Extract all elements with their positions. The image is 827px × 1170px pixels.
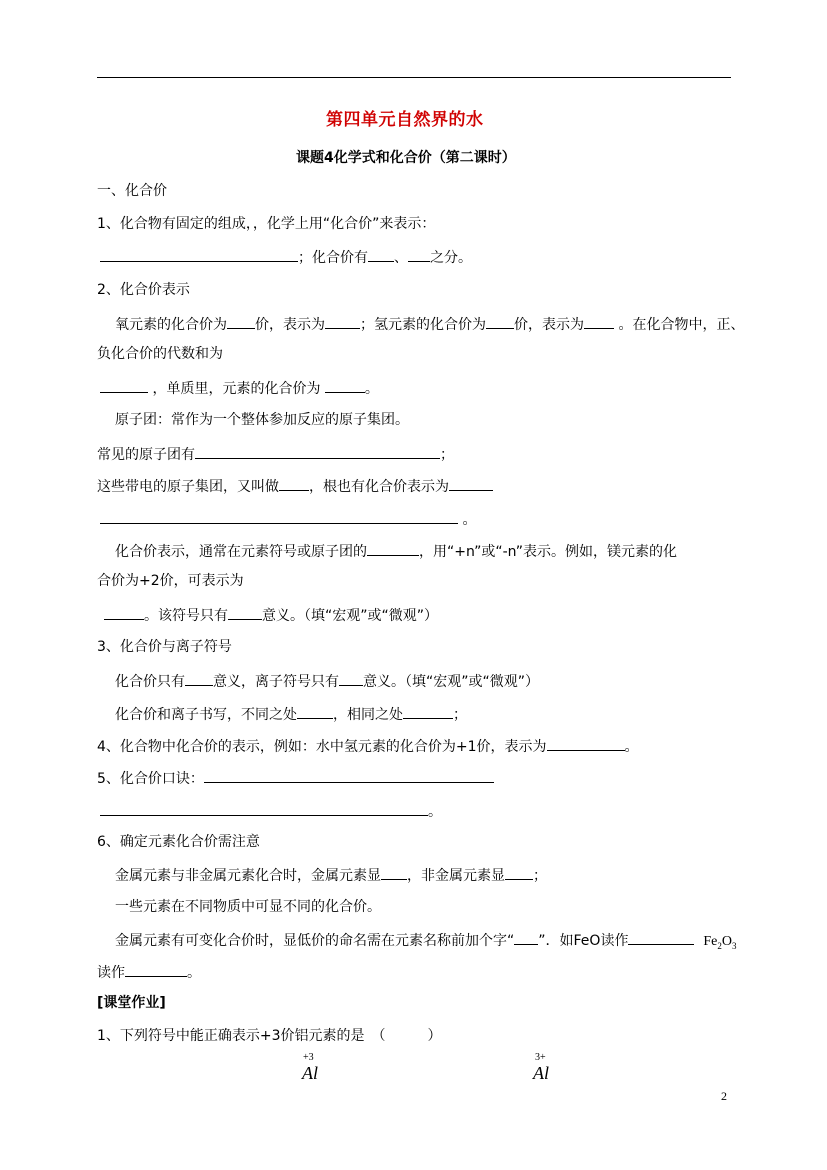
paragraph: 化合价和离子书写，不同之处 ，相同之处 ；: [115, 703, 467, 725]
option-al-symbol: Al: [302, 1063, 318, 1083]
option-charge-sup: +3: [303, 1052, 314, 1063]
blank[interactable]: [584, 313, 614, 329]
blank[interactable]: [100, 508, 458, 524]
blank[interactable]: [449, 475, 493, 491]
paragraph: 。该符号只有 意义。（填“宏观”或“微观”）: [104, 604, 438, 626]
paragraph: 4、化合物中化合价的表示，例如：水中氢元素的化合价为+1价，表示为 。: [97, 735, 639, 757]
page-number: 2: [721, 1089, 727, 1103]
blank[interactable]: [204, 767, 494, 783]
paragraph: 负化合价的代数和为: [97, 346, 223, 362]
blank[interactable]: [628, 929, 694, 945]
blank[interactable]: [408, 246, 430, 262]
paragraph: 。: [100, 508, 476, 530]
page-title: 第四单元自然界的水: [326, 110, 484, 130]
blank[interactable]: [547, 735, 625, 751]
section-heading: 3、化合价与离子符号: [97, 639, 232, 655]
section-heading: 6、确定元素化合价需注意: [97, 834, 260, 850]
question-text: 1、化合物有固定的组成，，化学上用“化合价”来表示：: [97, 216, 436, 232]
blank[interactable]: [185, 670, 213, 686]
paragraph: 原子团：常作为一个整体参加反应的原子集团。: [115, 412, 409, 428]
option-al-symbol: Al: [533, 1063, 549, 1083]
blank[interactable]: [486, 313, 514, 329]
paragraph: 这些带电的原子集团，又叫做 ，根也有化合价表示为: [97, 475, 493, 497]
paragraph: 合价为+2价，可表示为: [97, 573, 244, 589]
blank[interactable]: [367, 540, 419, 556]
blank[interactable]: [339, 670, 363, 686]
section-heading: 2、化合价表示: [97, 282, 190, 298]
blank[interactable]: [403, 703, 453, 719]
blank[interactable]: [195, 443, 440, 459]
blank[interactable]: [228, 604, 262, 620]
blank[interactable]: [514, 929, 538, 945]
paragraph: 化合价表示，通常在元素符号或原子团的 ，用“+n”或“-n”表示。例如，镁元素的化: [115, 540, 677, 562]
paragraph: 5、化合价口诀：: [97, 767, 494, 789]
homework-heading: [课堂作业]: [97, 995, 166, 1011]
blank[interactable]: [368, 246, 394, 262]
blank[interactable]: [279, 475, 309, 491]
blank[interactable]: [100, 377, 148, 393]
paragraph: 化合价只有 意义，离子符号只有 意义。（填“宏观”或“微观”）: [115, 670, 539, 692]
blank[interactable]: [297, 703, 333, 719]
blank[interactable]: [325, 313, 360, 329]
paragraph: 。: [100, 800, 442, 822]
blank[interactable]: [381, 864, 407, 880]
section-heading: 一、化合价: [97, 183, 167, 199]
question-text: 1、下列符号中能正确表示+3价铝元素的是 （ ）: [97, 1028, 442, 1044]
paragraph: 金属元素有可变化合价时，显低价的命名需在元素名称前加个字“ ”．如FeO读作 $Fe_2O_3$: [115, 929, 736, 956]
blank[interactable]: [104, 604, 144, 620]
paragraph: 一些元素在不同物质中可显不同的化合价。: [115, 899, 381, 915]
option-charge-sup: 3+: [535, 1052, 546, 1063]
paragraph: 读作 。: [97, 961, 201, 983]
lesson-subtitle: 课题4化学式和化合价（第二课时）: [296, 150, 516, 166]
blank[interactable]: [505, 864, 533, 880]
blank[interactable]: [227, 313, 255, 329]
blank[interactable]: [325, 377, 365, 393]
header-rule: [97, 77, 731, 78]
blank[interactable]: [100, 246, 298, 262]
blank[interactable]: [100, 800, 428, 816]
blank[interactable]: [125, 961, 187, 977]
answer-line: ；化合价有 、 之分。: [100, 246, 472, 268]
paragraph: 氧元素的化合价为 价，表示为 ；氢元素的化合价为 价，表示为 。在化合物中，正、: [115, 313, 744, 335]
paragraph: 常见的原子团有 ；: [97, 443, 454, 465]
paragraph: 金属元素与非金属元素化合时，金属元素显 ，非金属元素显 ；: [115, 864, 547, 886]
paragraph: ，单质里，元素的化合价为 。: [100, 377, 379, 399]
